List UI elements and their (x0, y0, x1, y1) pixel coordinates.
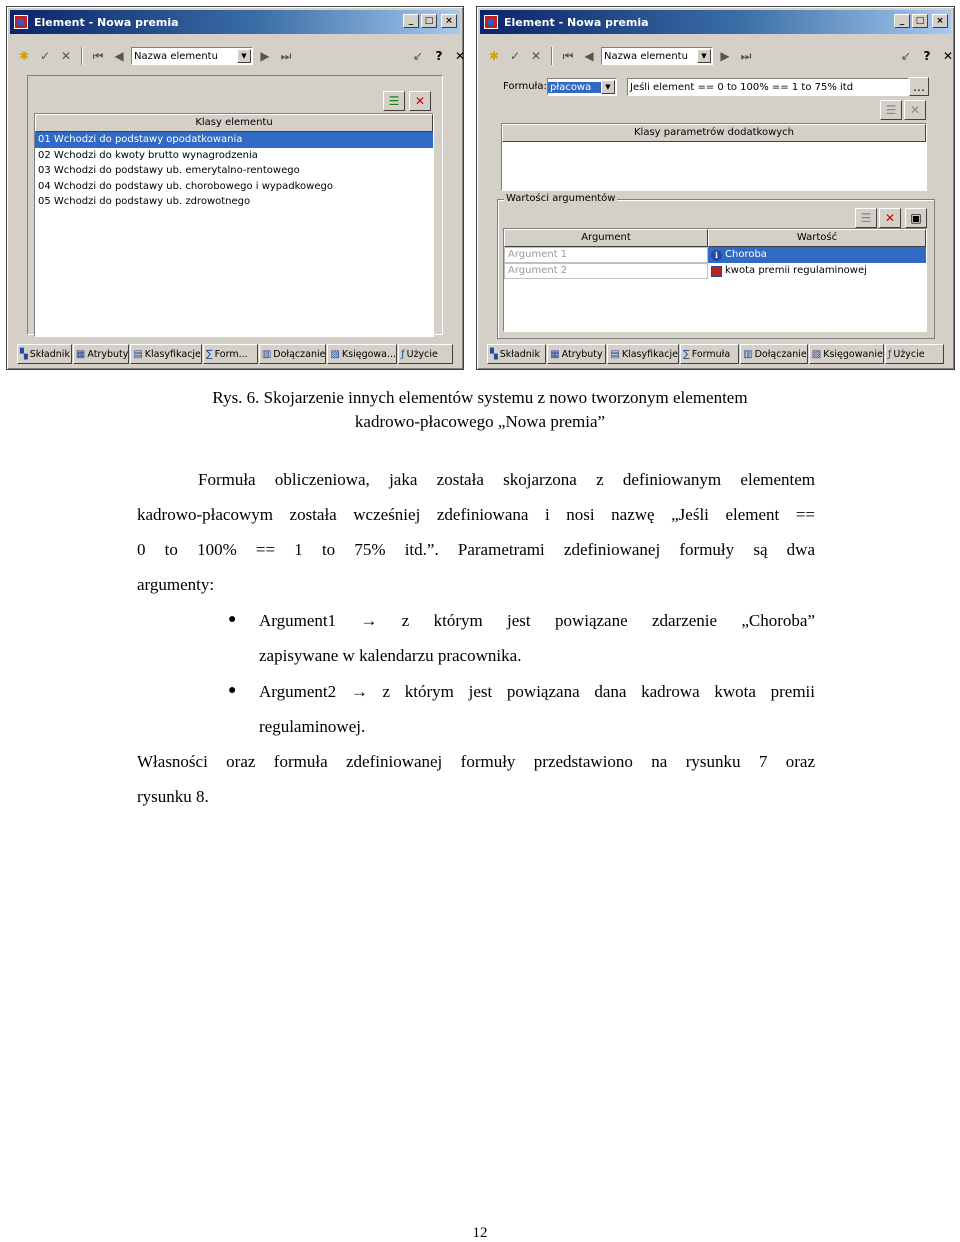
title-bar[interactable] (480, 10, 951, 34)
help-icon[interactable]: ? (435, 49, 443, 63)
paragraph-2-line-2: rysunku 8. (137, 787, 209, 806)
attributes-icon: ▦ (550, 348, 560, 360)
classification-icon: ▤ (610, 348, 620, 360)
element-window-right (476, 6, 955, 370)
hr-data-icon (711, 266, 722, 277)
remove-argument-button[interactable] (879, 208, 901, 228)
context-help-icon[interactable]: ↙ (900, 49, 912, 63)
previous-record-icon[interactable]: ◀ (114, 49, 124, 63)
argument-properties-button[interactable] (905, 208, 927, 228)
component-icon: ▚ (490, 348, 498, 360)
paragraph-1-line-4: argumenty: (137, 575, 215, 594)
help-icon[interactable]: ? (923, 49, 931, 63)
ledger-icon: ▧ (330, 348, 340, 360)
tab-formula[interactable] (680, 344, 739, 364)
tab-skladnik[interactable] (487, 344, 546, 364)
app-icon (14, 15, 28, 29)
remove-class-button[interactable] (409, 91, 431, 111)
value-text: kwota premii regulaminowej (725, 265, 867, 276)
next-record-icon[interactable]: ▶ (720, 49, 730, 63)
window-title: Element - Nowa premia (34, 15, 179, 29)
next-record-icon[interactable]: ▶ (260, 49, 270, 63)
add-list-icon: ☰ (860, 211, 872, 225)
argument-cell: Argument 2 (504, 263, 708, 279)
confirm-icon[interactable]: ✓ (39, 49, 51, 63)
list-item[interactable]: 02 Wchodzi do kwoty brutto wynagrodzenia (38, 149, 258, 161)
formula-value: Jeśli element == 0 to 100% == 1 to 75% itd (630, 81, 854, 93)
tab-label: Składnik (29, 348, 70, 360)
list-item[interactable]: 01 Wchodzi do podstawy opodatkowania (35, 132, 433, 148)
cancel-icon[interactable]: ✕ (530, 49, 542, 63)
table-row[interactable] (504, 247, 926, 263)
add-list-icon: ☰ (388, 94, 400, 108)
attach-icon: ▥ (743, 348, 753, 360)
tab-ksiegowanie[interactable] (327, 344, 397, 364)
tab-strip (17, 344, 453, 364)
list-header[interactable]: Klasy parametrów dodatkowych (502, 124, 926, 142)
add-argument-button[interactable] (855, 208, 877, 228)
content-panel (27, 75, 443, 335)
chevron-down-icon[interactable]: ▼ (601, 80, 615, 94)
bullet-1-line-2: zapisywane w kalendarzu pracownika. (259, 646, 522, 665)
context-help-icon[interactable]: ↙ (412, 49, 424, 63)
column-header-argument[interactable]: Argument (504, 229, 708, 247)
bullet-icon: ● (228, 683, 237, 698)
tab-label: Księgowa... (341, 348, 397, 360)
formula-type-value: płacowa (548, 82, 601, 93)
first-record-icon[interactable]: ⏮ (92, 48, 104, 63)
title-bar[interactable] (10, 10, 460, 34)
argument-values-grid[interactable] (503, 228, 927, 332)
properties-icon: ▣ (910, 211, 922, 225)
argument-values-group (497, 193, 935, 339)
close-button[interactable]: × (932, 14, 948, 28)
element-window-left (6, 6, 464, 370)
window-title: Element - Nowa premia (504, 15, 649, 29)
tab-label: Dołączanie (754, 348, 807, 360)
paragraph-1-line-3: 0 to 100% == 1 to 75% itd.”. Parametrami zdefiniowanej formuły są dwa (137, 540, 815, 559)
tab-formula[interactable] (203, 344, 258, 364)
formula-browse-button[interactable] (909, 77, 929, 96)
formula-field[interactable] (627, 78, 909, 96)
tab-label: Form... (214, 348, 248, 360)
classification-icon: ▤ (133, 348, 143, 360)
tab-label: Użycie (893, 348, 925, 360)
group-title: Wartości argumentów (506, 193, 616, 204)
minimize-button[interactable]: _ (894, 14, 910, 28)
tab-klasyfikacje[interactable] (130, 344, 202, 364)
value-cell[interactable] (708, 247, 926, 263)
tab-dolaczanie[interactable] (740, 344, 808, 364)
last-record-icon[interactable]: ⏭ (280, 48, 292, 63)
bullet-1-line-1: Argument1 → z którym jest powiązane zdarzenie „Choroba” (259, 611, 815, 630)
formula-type-combo[interactable] (547, 78, 617, 96)
formula-icon: ∑ (205, 348, 213, 360)
search-field-combo-value: Nazwa elementu (134, 50, 218, 62)
close-button[interactable]: × (441, 14, 457, 28)
delete-icon: ✕ (884, 211, 896, 225)
element-classes-list[interactable] (34, 113, 434, 337)
tab-dolaczanie[interactable] (259, 344, 327, 364)
previous-record-icon[interactable]: ◀ (584, 49, 594, 63)
toolbar (15, 45, 469, 67)
delete-icon: ✕ (414, 94, 426, 108)
tab-label: Atrybuty (561, 348, 603, 360)
maximize-button[interactable]: □ (912, 14, 928, 28)
tab-ksiegowanie[interactable] (809, 344, 884, 364)
list-item[interactable]: 04 Wchodzi do podstawy ub. chorobowego i wypadkowego (38, 180, 333, 192)
cancel-icon[interactable]: ✕ (60, 49, 72, 63)
new-icon[interactable]: ✱ (488, 49, 500, 63)
argument-cell: Argument 1 (504, 247, 708, 263)
toolbar (485, 45, 957, 67)
delete-icon: ✕ (909, 103, 921, 117)
list-header[interactable]: Klasy elementu (35, 114, 433, 132)
tab-label: Klasyfikacje (621, 348, 678, 360)
function-icon: ƒ (401, 348, 405, 360)
paragraph-1-line-1: Formuła obliczeniowa, jaka została skojarzona z definiowanym elementem (198, 470, 815, 489)
figure-caption-line-2: kadrowo-płacowego „Nowa premia” (354, 412, 606, 431)
tab-label: Księgowanie (823, 348, 883, 360)
paragraph-1-line-2: kadrowo-płacowym została wcześniej zdefiniowana i nosi nazwę „Jeśli element == (137, 505, 815, 524)
figure-caption-line-1: Rys. 6. Skojarzenie innych elementów systemu z nowo tworzonym elementem (212, 388, 748, 407)
tab-klasyfikacje[interactable] (607, 344, 679, 364)
add-list-icon: ☰ (885, 103, 897, 117)
paragraph-2-line-1: Własności oraz formuła zdefiniowanej formuły przedstawiono na rysunku 7 oraz (137, 752, 815, 771)
tab-label: Atrybuty (87, 348, 129, 360)
bullet-2-line-2: regulaminowej. (259, 717, 366, 736)
function-icon: ƒ (887, 348, 892, 360)
table-row[interactable] (504, 263, 926, 279)
app-icon (484, 15, 498, 29)
list-item[interactable]: 03 Wchodzi do podstawy ub. emerytalno-rentowego (38, 165, 300, 177)
attributes-icon: ▦ (75, 348, 86, 360)
formula-icon: ∑ (682, 348, 690, 360)
value-cell[interactable] (708, 263, 926, 279)
component-icon: ▚ (20, 348, 28, 360)
chevron-down-icon[interactable]: ▼ (237, 49, 251, 63)
tab-atrybuty[interactable] (73, 344, 129, 364)
page-number: 12 (472, 1225, 488, 1241)
bullet-2-line-1: Argument2 → z którym jest powiązana dana kadrowa kwota premii (259, 682, 815, 701)
tab-strip (487, 344, 944, 364)
tab-label: Klasyfikacje (144, 348, 201, 360)
tab-uzycie[interactable] (885, 344, 944, 364)
tab-skladnik[interactable] (17, 344, 72, 364)
tab-label: Składnik (499, 348, 540, 360)
tab-label: Dołączanie (273, 348, 326, 360)
exit-icon[interactable]: ✕ (942, 49, 954, 63)
search-field-combo[interactable] (601, 47, 713, 65)
new-icon[interactable]: ✱ (18, 49, 30, 63)
search-field-combo-value: Nazwa elementu (604, 50, 688, 62)
tab-label: Użycie (406, 348, 438, 360)
search-field-combo[interactable] (131, 47, 253, 65)
value-text: Choroba (725, 249, 767, 260)
minimize-button[interactable]: _ (403, 14, 419, 28)
formula-label: Formuła: (503, 81, 547, 92)
maximize-button[interactable]: □ (421, 14, 437, 28)
bullet-icon: ● (228, 612, 237, 627)
remove-parameter-class-button[interactable] (904, 100, 926, 120)
chevron-down-icon[interactable]: ▼ (697, 49, 711, 63)
attach-icon: ▥ (261, 348, 272, 360)
add-parameter-class-button[interactable] (880, 100, 902, 120)
ellipsis-icon: … (913, 79, 925, 94)
first-record-icon[interactable]: ⏮ (562, 48, 574, 63)
exit-icon[interactable]: ✕ (454, 49, 466, 63)
ledger-icon: ▧ (811, 348, 822, 360)
parameter-classes-list[interactable] (501, 123, 927, 191)
last-record-icon[interactable]: ⏭ (740, 48, 752, 63)
tab-uzycie[interactable] (398, 344, 453, 364)
grid-header (504, 229, 926, 247)
column-header-value[interactable]: Wartość (708, 229, 926, 247)
list-item[interactable]: 05 Wchodzi do podstawy ub. zdrowotnego (38, 196, 251, 208)
tab-atrybuty[interactable] (547, 344, 606, 364)
add-class-button[interactable] (383, 91, 405, 111)
tab-label: Formuła (691, 348, 731, 360)
event-info-icon: i (711, 250, 722, 261)
confirm-icon[interactable]: ✓ (509, 49, 521, 63)
